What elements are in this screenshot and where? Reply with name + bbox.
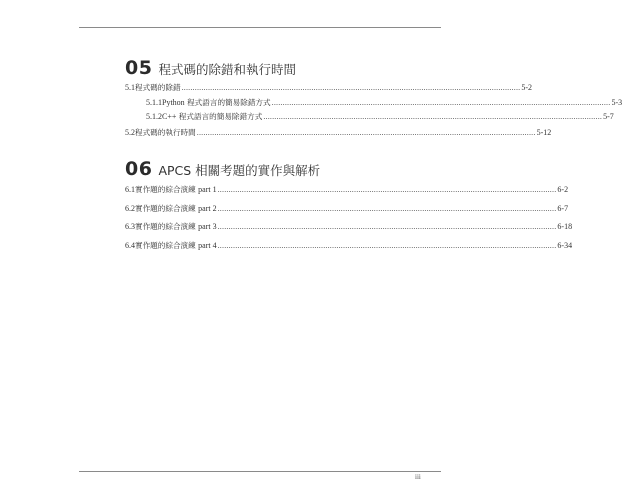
section-title	[162, 111, 262, 122]
chapter-number: 06	[125, 158, 153, 180]
dot-leader: ..........................................................................................................................................................	[217, 241, 557, 250]
section-title	[135, 240, 217, 251]
dot-leader: ..........................................................................................................................................................	[217, 204, 557, 213]
section-title	[135, 203, 217, 214]
section-title-latin: Python	[162, 98, 185, 107]
section-title-latin: part 1	[198, 185, 217, 194]
page-ref: 5-2	[521, 83, 533, 92]
chapter-heading-05	[125, 57, 296, 79]
section-title-cjk: 實作題的綜合演練	[135, 222, 199, 231]
section-title: 程式碼的除錯	[135, 83, 181, 92]
section-title-cjk: 實作題的綜合演練	[135, 241, 199, 250]
section-number: 5.2	[125, 128, 135, 137]
toc-entry-6-3[interactable]	[125, 221, 573, 233]
header-rule	[79, 27, 441, 28]
section-title-cjk: 實作題的綜合演練	[135, 185, 199, 194]
page-ref: 6-7	[557, 204, 569, 213]
page-ref: 6-34	[557, 241, 573, 250]
dot-leader: ..........................................................................................................................................................	[181, 83, 521, 92]
toc-entry-6-1[interactable]	[125, 184, 569, 196]
toc-entry-6-4[interactable]	[125, 240, 573, 252]
section-number: 6.1	[125, 185, 135, 194]
page-ref: 5-12	[536, 128, 552, 137]
section-title-latin: C++	[162, 112, 177, 121]
page-ref: 6-2	[557, 185, 569, 194]
footer-rule	[79, 471, 441, 472]
section-title-cjk: 程式語言的簡易除錯方式	[184, 98, 271, 107]
toc-entry-5-2[interactable]	[125, 127, 552, 139]
toc-entry-5-1[interactable]	[125, 82, 533, 94]
section-number: 5.1	[125, 83, 135, 92]
section-title-latin: part 2	[198, 204, 217, 213]
dot-leader: ..........................................................................................................................................................	[217, 222, 557, 231]
page-ref: 6-18	[557, 222, 573, 231]
page-ref: 5-7	[603, 112, 614, 121]
section-title-cjk: 程式語言的簡易除錯方式	[176, 112, 263, 121]
section-number: 5.1.2	[146, 112, 162, 121]
section-number: 5.1.1	[146, 98, 162, 107]
section-title	[135, 221, 217, 232]
page-number: iii	[415, 473, 421, 481]
section-number: 6.2	[125, 204, 135, 213]
section-title-latin: part 3	[198, 222, 217, 231]
chapter-title: 程式碼的除錯和執行時間	[158, 62, 296, 77]
dot-leader: ..........................................................................................................................................................	[217, 185, 557, 194]
section-number: 6.3	[125, 222, 135, 231]
dot-leader: ..........................................................................................................................................................	[263, 112, 603, 121]
dot-leader: ..........................................................................................................................................................	[196, 128, 536, 137]
dot-leader: ..........................................................................................................................................................	[271, 98, 611, 107]
page-ref: 5-3	[611, 98, 622, 107]
section-title-latin: part 4	[198, 241, 217, 250]
toc-entry-6-2[interactable]	[125, 203, 569, 215]
section-title: 程式碼的執行時間	[135, 128, 196, 137]
chapter-number: 05	[125, 57, 153, 79]
chapter-title: APCS 相關考題的實作與解析	[158, 163, 321, 178]
toc-entry-5-1-1[interactable]	[146, 97, 622, 109]
chapter-heading-06	[125, 158, 320, 180]
section-number: 6.4	[125, 241, 135, 250]
toc-entry-5-1-2[interactable]	[146, 111, 614, 123]
section-title	[135, 184, 217, 195]
section-title-cjk: 實作題的綜合演練	[135, 204, 199, 213]
section-title	[162, 97, 271, 108]
